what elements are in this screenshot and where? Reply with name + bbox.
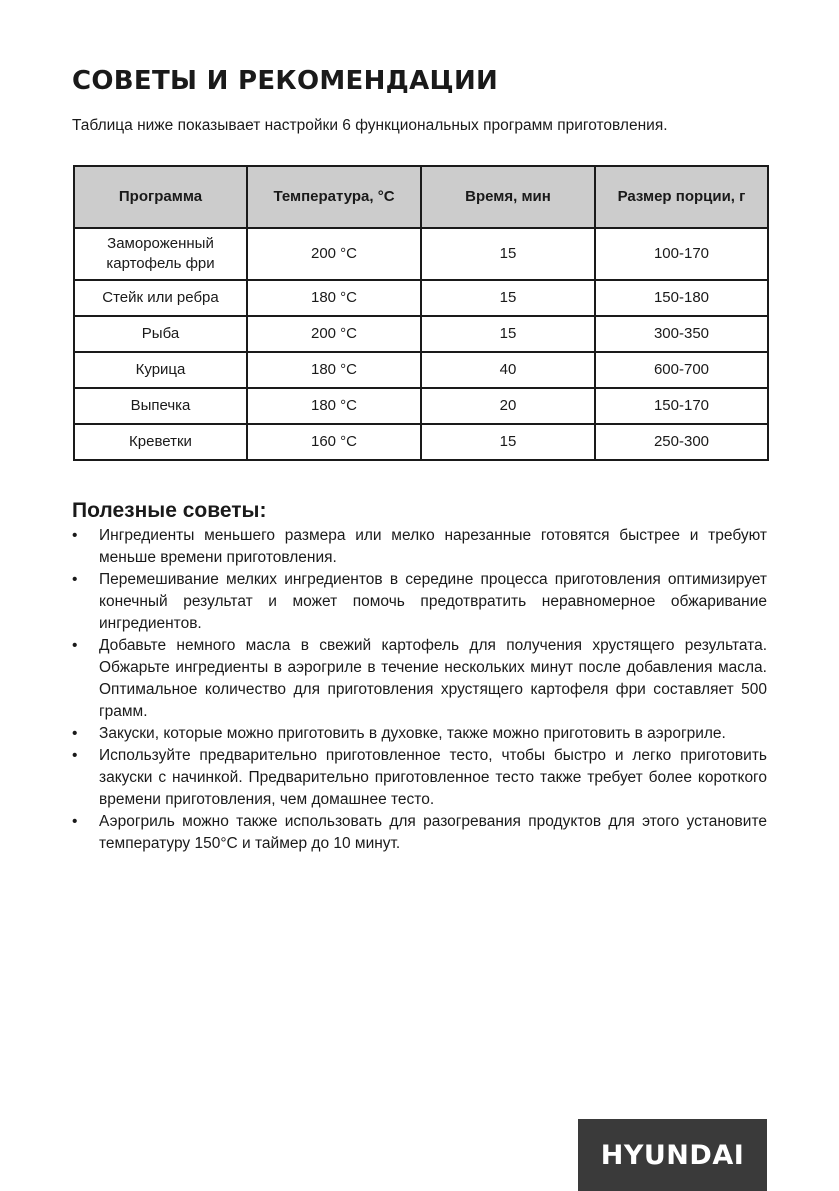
table-row bbox=[74, 352, 768, 388]
table-row bbox=[74, 280, 768, 316]
cell-program: Замороженный картофель фри bbox=[74, 228, 247, 280]
cell-temperature: 180 °C bbox=[247, 388, 421, 424]
cell-temperature: 200 °C bbox=[247, 316, 421, 352]
list-item bbox=[72, 811, 767, 855]
hyundai-logo: HYUNDAI bbox=[578, 1119, 767, 1191]
tips-heading: Полезные советы: bbox=[72, 499, 267, 522]
cell-time: 15 bbox=[421, 280, 595, 316]
tip-text: Ингредиенты меньшего размера или мелко нарезанные готовятся быстрее и требуют меньше времени приготовления. bbox=[99, 527, 767, 566]
bullet-icon: • bbox=[72, 571, 78, 588]
tip-text: Закуски, которые можно приготовить в духовке, также можно приготовить в аэрогриле. bbox=[99, 725, 726, 742]
bullet-icon: • bbox=[72, 637, 78, 654]
table-row bbox=[74, 316, 768, 352]
cell-time: 40 bbox=[421, 352, 595, 388]
table-row bbox=[74, 388, 768, 424]
bullet-icon: • bbox=[72, 747, 78, 764]
bullet-icon: • bbox=[72, 527, 78, 544]
cell-temperature: 180 °C bbox=[247, 352, 421, 388]
header-temperature: Температура, °C bbox=[247, 166, 421, 228]
cell-time: 15 bbox=[421, 316, 595, 352]
cell-portion: 150-170 bbox=[595, 388, 768, 424]
header-program: Программа bbox=[74, 166, 247, 228]
cell-time: 20 bbox=[421, 388, 595, 424]
cell-program: Курица bbox=[74, 352, 247, 388]
list-item bbox=[72, 745, 767, 811]
cell-portion: 600-700 bbox=[595, 352, 768, 388]
cell-portion: 150-180 bbox=[595, 280, 768, 316]
bullet-icon: • bbox=[72, 725, 78, 742]
tips-list bbox=[72, 525, 767, 855]
cell-temperature: 160 °C bbox=[247, 424, 421, 460]
intro-text: Таблица ниже показывает настройки 6 функциональных программ приготовления. bbox=[72, 117, 668, 134]
cell-temperature: 200 °C bbox=[247, 228, 421, 280]
header-portion: Размер порции, г bbox=[595, 166, 768, 228]
cell-portion: 300-350 bbox=[595, 316, 768, 352]
cell-time: 15 bbox=[421, 424, 595, 460]
tip-text: Перемешивание мелких ингредиентов в середине процесса приготовления оптимизирует конечный результат и может помочь предотвратить неравномерное обжаривание ингредиентов. bbox=[99, 571, 767, 632]
cell-program: Креветки bbox=[74, 424, 247, 460]
list-item bbox=[72, 569, 767, 635]
table-header-row bbox=[74, 166, 768, 228]
cell-time: 15 bbox=[421, 228, 595, 280]
table-row bbox=[74, 424, 768, 460]
cell-program: Выпечка bbox=[74, 388, 247, 424]
page-title: СОВЕТЫ И РЕКОМЕНДАЦИИ bbox=[72, 66, 499, 96]
table-row bbox=[74, 228, 768, 280]
cell-program: Стейк или ребра bbox=[74, 280, 247, 316]
list-item bbox=[72, 723, 767, 745]
list-item bbox=[72, 525, 767, 569]
list-item bbox=[72, 635, 767, 723]
cell-program: Рыба bbox=[74, 316, 247, 352]
header-time: Время, мин bbox=[421, 166, 595, 228]
cell-temperature: 180 °C bbox=[247, 280, 421, 316]
programs-table bbox=[73, 165, 769, 461]
tip-text: Добавьте немного масла в свежий картофель для получения хрустящего результата. Обжарьте ингредиенты в аэрогриле в течение нескольких минут после добавления масла. Оптимальное количество для приготовления хрустящего картофеля фри составляет 500 грамм. bbox=[99, 637, 767, 720]
cell-portion: 100-170 bbox=[595, 228, 768, 280]
tip-text: Аэрогриль можно также использовать для разогревания продуктов для этого установите температуру 150°C и таймер до 10 минут. bbox=[99, 813, 767, 852]
cell-portion: 250-300 bbox=[595, 424, 768, 460]
bullet-icon: • bbox=[72, 813, 78, 830]
tip-text: Используйте предварительно приготовленное тесто, чтобы быстро и легко приготовить закуски с начинкой. Предварительно приготовленное тесто также требует более короткого времени приготовления, чем домашнее тесто. bbox=[99, 747, 767, 808]
